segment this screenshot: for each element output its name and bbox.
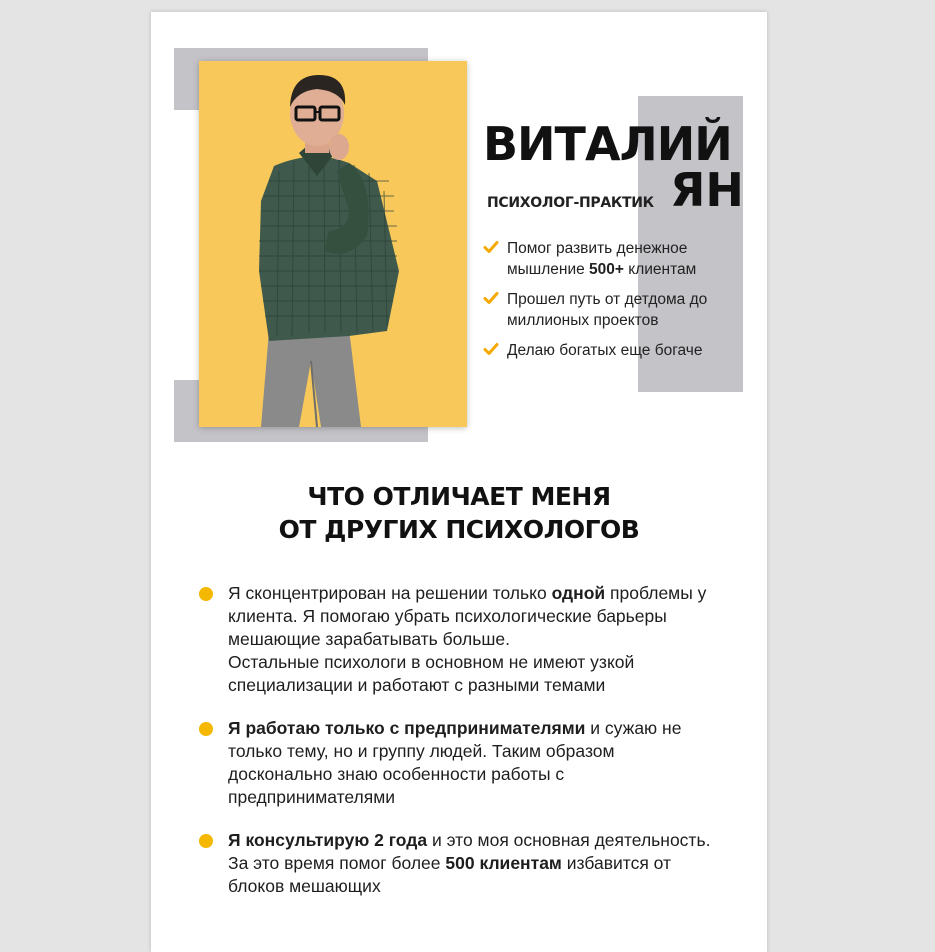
- item-text: и это моя основная деятельность. За это время помог более: [228, 830, 711, 873]
- item-bold: клиентам: [479, 853, 562, 873]
- hero-bullet-text: Делаю богатых еще богаче: [507, 342, 703, 359]
- list-item: [197, 582, 717, 697]
- hero-bullet-bold: 500+: [589, 261, 624, 278]
- item-text: избавится от блоков мешающих: [228, 853, 672, 896]
- item-bold: Я работаю только с предпринимателями: [228, 718, 586, 738]
- item-text: Я сконцентрирован на решении только: [228, 583, 552, 603]
- bullet-dot-icon: [199, 722, 213, 736]
- portrait-photo: [199, 61, 467, 427]
- item-text: и сужаю не только тему, но и группу людей. Таким образом досконально знаю особенности работы с предпринимателями: [228, 718, 682, 807]
- item-text: проблемы у клиента. Я помогаю убрать психологические барьеры мешающие зарабатывать больше.: [228, 583, 707, 649]
- hero-bullet-text-end: клиентам: [623, 261, 697, 278]
- hero-bullet: [483, 238, 743, 280]
- profession-subtitle: ПСИХОЛОГ-ПРАКТИК: [487, 195, 654, 211]
- hero-bullet-text: Прошел путь от детдома до миллионых проектов: [507, 291, 708, 329]
- advantages-list: [197, 582, 717, 918]
- landing-card: [151, 12, 767, 952]
- item-text: Остальные психологи в основном не имеют узкой специализации и работают с разными темами: [228, 652, 635, 695]
- section-title-line2: ОТ ДРУГИХ ПСИХОЛОГОВ: [278, 515, 640, 544]
- name-first: ВИТАЛИЙ: [483, 117, 732, 171]
- bullet-dot-icon: [199, 834, 213, 848]
- item-bold: Я консультирую 2 года: [228, 830, 428, 850]
- check-icon: [483, 239, 499, 255]
- hero-bullet: [483, 340, 743, 361]
- section-title: [151, 480, 767, 546]
- list-item: [197, 717, 717, 809]
- bullet-dot-icon: [199, 587, 213, 601]
- item-bold: 500: [445, 853, 475, 873]
- check-icon: [483, 290, 499, 306]
- list-item: [197, 829, 717, 898]
- check-icon: [483, 341, 499, 357]
- name-last: ЯН: [670, 163, 744, 217]
- hero-bullet: [483, 289, 743, 331]
- hero-bullets: [483, 238, 743, 370]
- hero-bullet-text: Помог развить денежное мышление: [507, 240, 688, 278]
- section-title-line1: ЧТО ОТЛИЧАЕТ МЕНЯ: [307, 482, 611, 511]
- item-bold: одной: [551, 583, 606, 603]
